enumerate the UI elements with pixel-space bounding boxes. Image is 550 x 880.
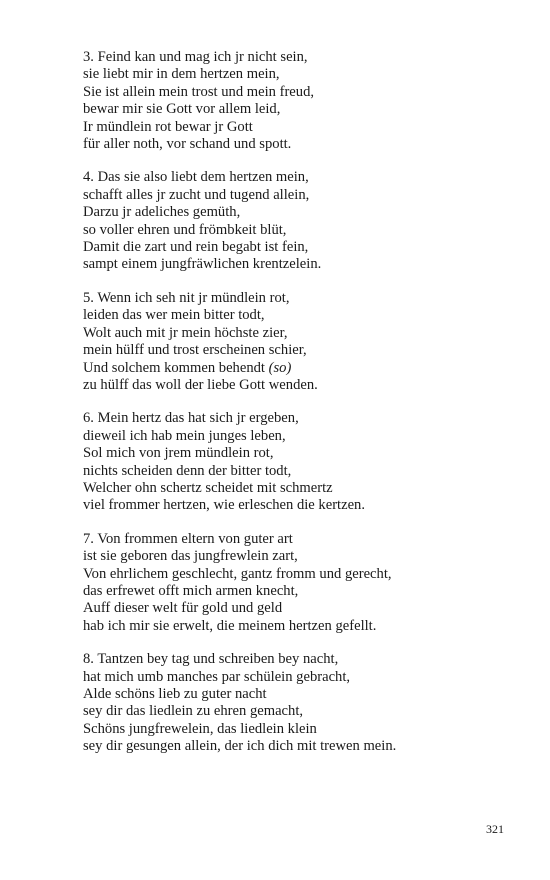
verse-line-text: sie liebt mir in dem hertzen mein, (83, 66, 280, 83)
verse-line-text: Darzu jr adeliches gemüth, (83, 204, 241, 221)
verse-line-text: schafft alles jr zucht und tugend allein, (83, 186, 310, 203)
verse-line (83, 497, 503, 514)
verse-line-text: dieweil ich hab mein junges leben, (83, 427, 286, 444)
verse-line (83, 600, 503, 617)
verse-line-text: bewar mir sie Gott vor allem leid, (83, 101, 281, 118)
verse-line-text: Wolt auch mit jr mein höchste zier, (83, 324, 288, 341)
verse-line-text: hab ich mir sie erwelt, die meinem hertzen gefellt. (83, 617, 377, 634)
verse-line-text: sampt einem jungfräwlichen krentzelein. (83, 256, 322, 273)
verse-line-text: 7. Von frommen eltern von guter art (83, 530, 293, 547)
stanza-8 (83, 651, 503, 755)
verse-line-text: sey dir das liedlein zu ehren gemacht, (83, 703, 304, 720)
verse-line (83, 101, 503, 118)
verse-line (83, 84, 503, 101)
verse-line-text: so voller ehren und frömbkeit blüt, (83, 221, 287, 238)
verse-line (83, 445, 503, 462)
verse-line-text: 3. Feind kan und mag ich jr nicht sein, (83, 49, 308, 65)
stanza-6 (83, 410, 503, 514)
verse-line (83, 325, 503, 342)
verse-line (83, 204, 503, 221)
verse-line (83, 531, 503, 548)
editorial-note: (so) (268, 359, 292, 376)
verse-line-text: zu hülff das woll der liebe Gott wenden. (83, 376, 318, 393)
verse-line-text: Welcher ohn schertz scheidet mit schmertz (83, 479, 333, 496)
verse-line (83, 738, 503, 755)
verse-line (83, 169, 503, 186)
verse-line-text: ist sie geboren das jungfrewlein zart, (83, 548, 298, 565)
verse-line-text: Ir mündlein rot bewar jr Gott (83, 118, 253, 135)
verse-line-text: 5. Wenn ich seh nit jr mündlein rot, (83, 289, 290, 306)
stanza-5 (83, 290, 503, 394)
verse-line (83, 566, 503, 583)
verse-line-text: 6. Mein hertz das hat sich jr ergeben, (83, 410, 299, 427)
verse-line-text: Und solchem kommen behendt (83, 359, 269, 376)
verse-line-text: Auff dieser welt für gold und geld (83, 600, 283, 617)
verse-line-text: Schöns jungfrewelein, das liedlein klein (83, 720, 317, 737)
verse-line (83, 187, 503, 204)
verse-line (83, 686, 503, 703)
verse-line (83, 480, 503, 497)
verse-line-text: das erfrewet offt mich armen knecht, (83, 582, 299, 599)
verse-line (83, 239, 503, 256)
verse-line (83, 651, 503, 668)
verse-line (83, 548, 503, 565)
verse-line-text: Damit die zart und rein begabt ist fein, (83, 239, 309, 256)
stanza-4 (83, 169, 503, 273)
verse-line (83, 428, 503, 445)
verse-line-text: mein hülff und trost erscheinen schier, (83, 342, 307, 359)
verse-line (83, 119, 503, 136)
verse-line-text: hat mich umb manches par schülein gebracht, (83, 668, 351, 685)
poem-text (83, 49, 503, 772)
verse-line (83, 669, 503, 686)
verse-line-text: nichts scheiden denn der bitter todt, (83, 462, 292, 479)
verse-line-text: 4. Das sie also liebt dem hertzen mein, (83, 169, 309, 186)
verse-line-text: Von ehrlichem geschlecht, gantz fromm und gerecht, (83, 565, 392, 582)
verse-line (83, 721, 503, 738)
stanza-3 (83, 49, 503, 153)
verse-line (83, 342, 503, 359)
verse-line (83, 583, 503, 600)
verse-line (83, 703, 503, 720)
verse-line-text: Sol mich von jrem mündlein rot, (83, 445, 274, 462)
verse-line (83, 618, 503, 635)
verse-line-text: Sie ist allein mein trost und mein freud, (83, 83, 315, 100)
verse-line-text: leiden das wer mein bitter todt, (83, 307, 265, 324)
verse-line-text: für aller noth, vor schand und spott. (83, 136, 292, 153)
verse-line-text: viel frommer hertzen, wie erleschen die kertzen. (83, 497, 366, 514)
verse-line (83, 49, 503, 66)
verse-line (83, 410, 503, 427)
verse-line (83, 222, 503, 239)
verse-line (83, 307, 503, 324)
verse-line (83, 256, 503, 273)
verse-line (83, 463, 503, 480)
verse-line (83, 290, 503, 307)
verse-line-text: 8. Tantzen bey tag und schreiben bey nacht, (83, 651, 339, 668)
verse-line (83, 377, 503, 394)
verse-line (83, 66, 503, 83)
verse-line-text: sey dir gesungen allein, der ich dich mit trewen mein. (83, 738, 397, 755)
verse-line (83, 360, 503, 377)
verse-line (83, 136, 503, 153)
page-number: 321 (486, 822, 504, 836)
stanza-7 (83, 531, 503, 635)
verse-line-text: Alde schöns lieb zu guter nacht (83, 686, 267, 702)
